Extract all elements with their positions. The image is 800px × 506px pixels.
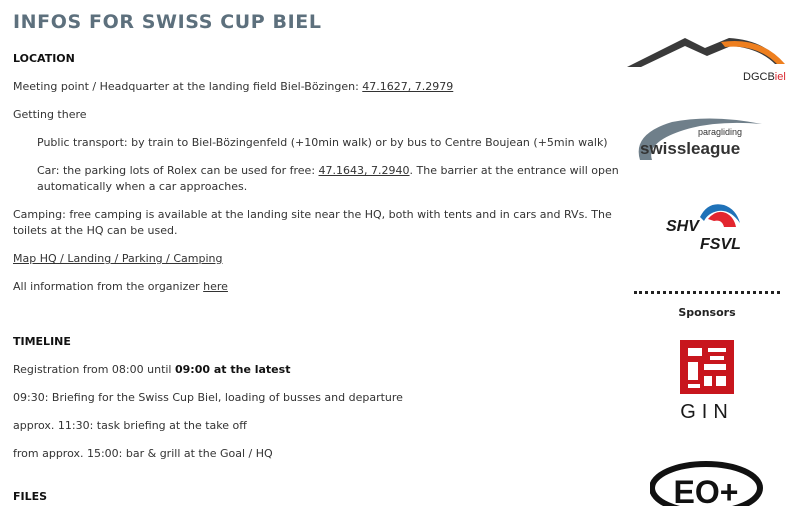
organizer-label: All information from the organizer <box>13 280 204 293</box>
gin-logo[interactable] <box>676 336 738 426</box>
car-suffix: . The barrier at the entrance will open <box>409 164 619 177</box>
camping-text-line2: toilets at the HQ can be used. <box>13 224 178 237</box>
map-link[interactable]: Map HQ / Landing / Parking / Camping <box>13 252 223 265</box>
page-title: INFOS FOR SWISS CUP BIEL <box>13 11 322 33</box>
location-heading: LOCATION <box>13 52 75 65</box>
meeting-point-label: Meeting point / Headquarter at the landing field Biel-Bözingen: <box>13 80 363 93</box>
shv-fsvl-logo[interactable] <box>664 201 754 253</box>
svg-text:swissleague: swissleague <box>640 139 741 158</box>
parking-coords-link[interactable]: 47.1643, 7.2940 <box>318 164 410 177</box>
car-text-line2: automatically when a car approaches. <box>37 180 248 193</box>
map-line <box>13 251 222 267</box>
car-text <box>37 163 619 179</box>
camping-text: Camping: free camping is available at the landing site near the HQ, both with tents and in cars and RVs. The <box>13 208 612 221</box>
public-transport-text: Public transport: by train to Biel-Bözingenfeld (+10min walk) or by bus to Centre Boujean (+5min walk) <box>37 136 608 149</box>
car-label: Car: the parking lots of Rolex can be used for free: <box>37 164 319 177</box>
sponsor-divider <box>634 291 780 294</box>
registration-deadline: 09:00 at the latest <box>175 363 291 376</box>
gin-text: GIN <box>680 401 734 423</box>
svg-text:SHV: SHV <box>666 218 699 235</box>
sponsors-label: Sponsors <box>678 306 736 319</box>
swissleague-logo[interactable] <box>632 116 784 166</box>
meeting-point-text <box>13 79 453 95</box>
task-briefing-text: approx. 11:30: task briefing at the take off <box>13 419 247 432</box>
sidebar <box>620 0 800 506</box>
timeline-heading: TIMELINE <box>13 335 71 348</box>
registration-text <box>13 362 290 378</box>
organizer-text <box>13 279 228 295</box>
meeting-coords-link[interactable]: 47.1627, 7.2979 <box>362 80 454 93</box>
dgcbiel-logo[interactable] <box>625 34 790 84</box>
files-heading: FILES <box>13 490 48 503</box>
bar-grill-text: from approx. 15:00: bar & grill at the Goal / HQ <box>13 447 273 460</box>
organizer-link[interactable]: here <box>203 280 228 293</box>
svg-text:DGCBiel: DGCBiel <box>743 71 786 83</box>
svg-text:paragliding: paragliding <box>698 127 743 137</box>
svg-text:FSVL: FSVL <box>700 236 741 253</box>
dgcbiel-red-text: iel <box>774 71 786 83</box>
getting-there-label: Getting there <box>13 108 87 121</box>
registration-label: Registration from 08:00 until <box>13 363 175 376</box>
briefing-text: 09:30: Briefing for the Swiss Cup Biel, loading of busses and departure <box>13 391 403 404</box>
eo-logo[interactable] <box>650 458 770 506</box>
svg-text:EO+: EO+ <box>673 474 739 506</box>
